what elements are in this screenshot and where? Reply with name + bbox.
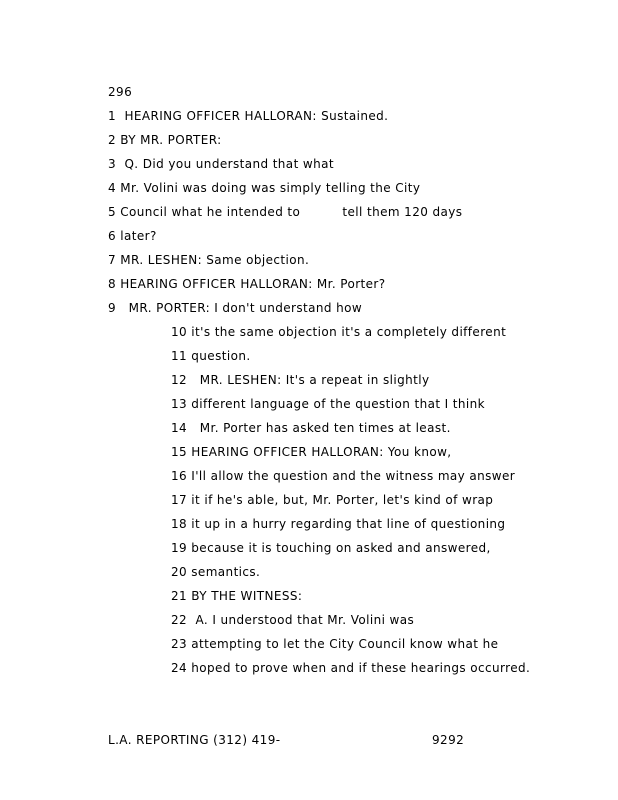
- transcript-line: 14 Mr. Porter has asked ten times at least.: [171, 421, 451, 435]
- transcript-line: 10 it's the same objection it's a completely different: [171, 325, 507, 339]
- transcript-line: 16 I'll allow the question and the witness may answer: [171, 469, 516, 483]
- transcript-line: 12 MR. LESHEN: It's a repeat in slightly: [171, 373, 430, 387]
- transcript-line: 13 different language of the question that I think: [171, 397, 486, 411]
- footer-number: 9292: [432, 733, 465, 747]
- transcript-line: 24 hoped to prove when and if these hearings occurred.: [171, 661, 531, 675]
- transcript-line: 11 question.: [171, 349, 251, 363]
- transcript-line: 5 Council what he intended to tell them 120 days: [108, 205, 463, 219]
- transcript-line: 22 A. I understood that Mr. Volini was: [171, 613, 415, 627]
- transcript-line: 4 Mr. Volini was doing was simply telling the City: [108, 181, 421, 195]
- transcript-line: 15 HEARING OFFICER HALLORAN: You know,: [171, 445, 452, 459]
- transcript-line: 9 MR. PORTER: I don't understand how: [108, 301, 363, 315]
- transcript-line: 18 it up in a hurry regarding that line of questioning: [171, 517, 506, 531]
- transcript-line: 19 because it is touching on asked and answered,: [171, 541, 491, 555]
- transcript-line: 23 attempting to let the City Council know what he: [171, 637, 499, 651]
- transcript-line: 6 later?: [108, 229, 157, 243]
- transcript-line: 2 BY MR. PORTER:: [108, 133, 222, 147]
- transcript-line: 3 Q. Did you understand that what: [108, 157, 334, 171]
- transcript-line: 20 semantics.: [171, 565, 261, 579]
- transcript-line: 21 BY THE WITNESS:: [171, 589, 303, 603]
- transcript-line: 8 HEARING OFFICER HALLORAN: Mr. Porter?: [108, 277, 386, 291]
- page-number: 296: [108, 85, 133, 99]
- footer-reporter: L.A. REPORTING (312) 419-: [108, 733, 281, 747]
- transcript-line: 7 MR. LESHEN: Same objection.: [108, 253, 310, 267]
- transcript-line: 17 it if he's able, but, Mr. Porter, let's kind of wrap: [171, 493, 494, 507]
- transcript-line: 1 HEARING OFFICER HALLORAN: Sustained.: [108, 109, 389, 123]
